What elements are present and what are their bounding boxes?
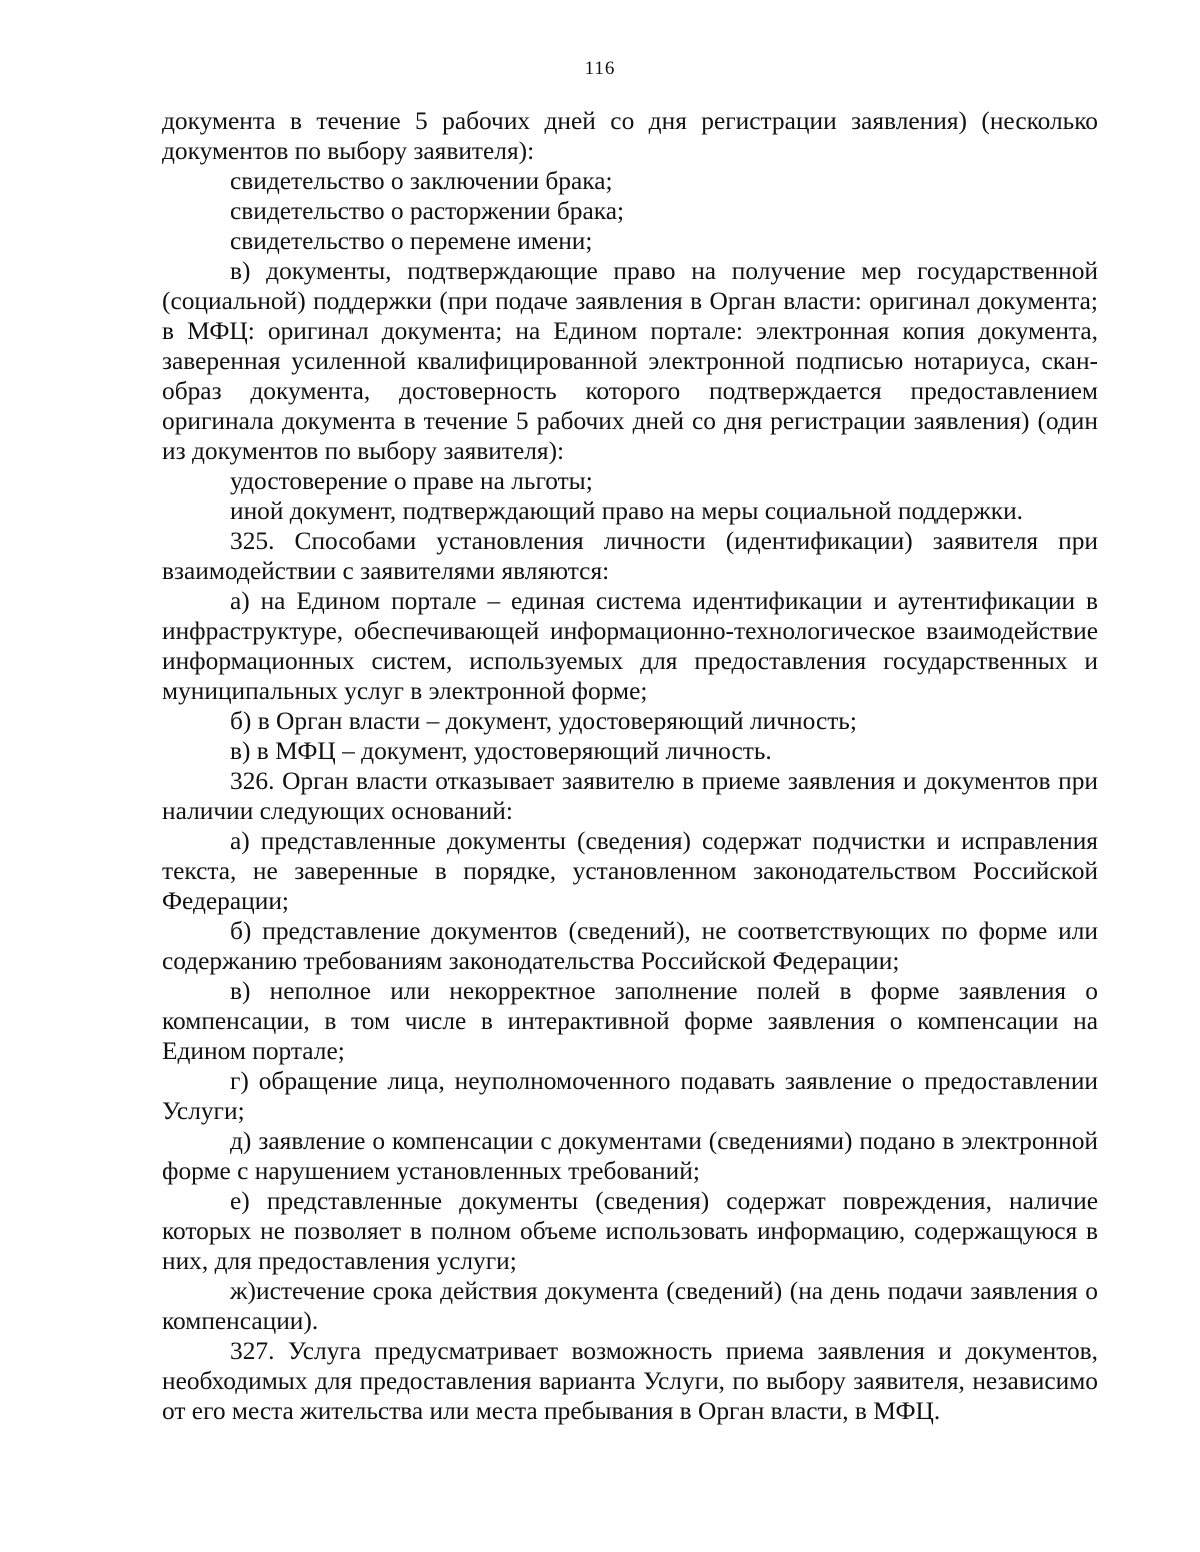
paragraph: в) неполное или некорректное заполнение полей в форме заявления о компенсации, в том числе в интерактивной форме заявления о компенсации на Едином портале; (162, 977, 1098, 1065)
paragraph: б) в Орган власти – документ, удостоверяющий личность; (230, 707, 857, 735)
paragraph: 327. Услуга предусматривает возможность приема заявления и документов, необходимых для предоставления варианта Услуги, по выбору заявителя, независимо от его места жительства или места пребывания в Орган власти, в МФЦ. (162, 1337, 1098, 1425)
paragraph: удостоверение о праве на льготы; (230, 467, 593, 495)
document-body (162, 106, 1098, 1426)
paragraph: а) представленные документы (сведения) содержат подчистки и исправления текста, не заверенные в порядке, установленном законодательством Российской Федерации; (162, 827, 1098, 915)
paragraph: б) представление документов (сведений), не соответствующих по форме или содержанию требованиям законодательства Российской Федерации; (162, 917, 1098, 975)
paragraph: свидетельство о расторжении брака; (230, 197, 625, 225)
paragraph: а) на Едином портале – единая система идентификации и аутентификации в инфраструктуре, обеспечивающей информационно-технологическое взаимодействие информационных систем, используемых для предоставления государственных и муниципальных услуг в электронной форме; (162, 587, 1098, 705)
paragraph: г) обращение лица, неуполномоченного подавать заявление о предоставлении Услуги; (162, 1067, 1098, 1125)
paragraph: 326. Орган власти отказывает заявителю в приеме заявления и документов при наличии следующих оснований: (162, 767, 1098, 825)
paragraph: д) заявление о компенсации с документами (сведениями) подано в электронной форме с нарушением установленных требований; (162, 1127, 1098, 1185)
paragraph: свидетельство о перемене имени; (230, 227, 593, 255)
paragraph: в) документы, подтверждающие право на получение мер государственной (социальной) поддержки (при подаче заявления в Орган власти: оригинал документа; в МФЦ: оригинал документа; на Едином портале: электронная копия документа, заверенная усиленной квалифицированной электронной подписью нотариуса, скан-образ документа, достоверность которого подтверждается предоставлением оригинала документа в течение 5 рабочих дней со дня регистрации заявления) (один из документов по выбору заявителя): (162, 257, 1098, 465)
paragraph: в) в МФЦ – документ, удостоверяющий личность. (230, 737, 772, 765)
paragraph: документа в течение 5 рабочих дней со дня регистрации заявления) (несколько документов по выбору заявителя): (162, 107, 1098, 165)
page-number: 116 (584, 58, 616, 79)
paragraph: ж)истечение срока действия документа (сведений) (на день подачи заявления о компенсации). (162, 1277, 1098, 1335)
paragraph: свидетельство о заключении брака; (230, 167, 613, 195)
paragraph: е) представленные документы (сведения) содержат повреждения, наличие которых не позволяет в полном объеме использовать информацию, содержащуюся в них, для предоставления услуги; (162, 1187, 1098, 1275)
paragraph: иной документ, подтверждающий право на меры социальной поддержки. (230, 497, 1024, 525)
paragraph: 325. Способами установления личности (идентификации) заявителя при взаимодействии с заявителями являются: (162, 527, 1098, 585)
